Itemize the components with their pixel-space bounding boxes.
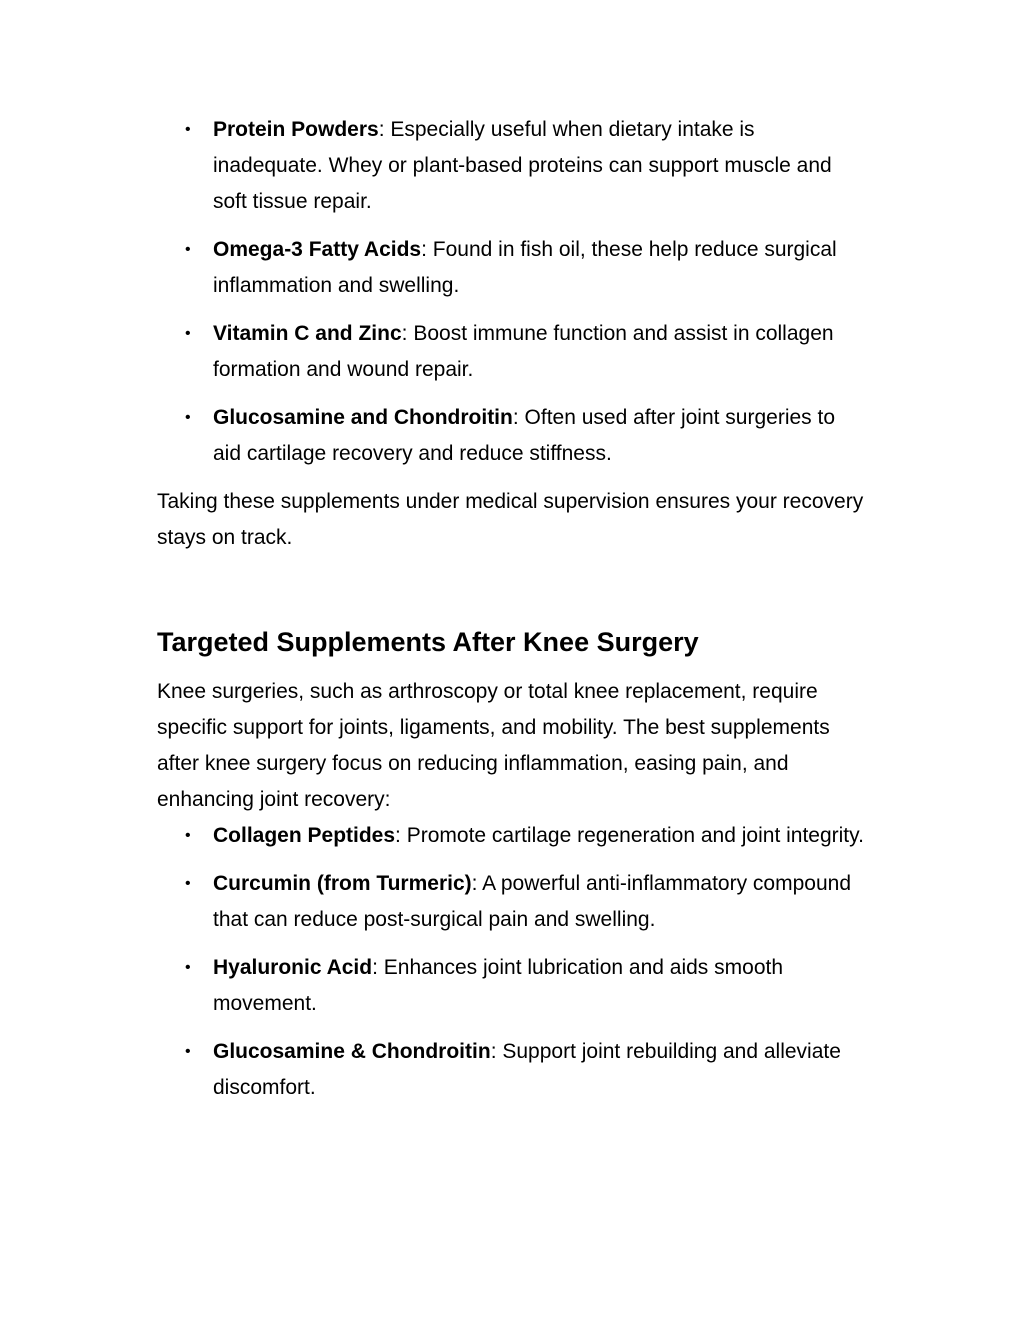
item-description: : Enhances joint lubrication and aids smooth movement. bbox=[213, 956, 784, 1015]
item-term: Hyaluronic Acid bbox=[213, 956, 373, 979]
knee-supplement-list bbox=[157, 818, 867, 1106]
section-heading: Targeted Supplements After Knee Surgery bbox=[157, 627, 699, 657]
bullet-marker: • bbox=[185, 959, 191, 976]
item-description: : Promote cartilage regeneration and joint integrity. bbox=[395, 824, 864, 847]
bullet-marker: • bbox=[185, 875, 191, 892]
item-description: : Boost immune function and assist in collagen formation and wound repair. bbox=[213, 322, 834, 381]
list-item bbox=[157, 950, 867, 1022]
list-item bbox=[157, 232, 867, 304]
item-term: Protein Powders bbox=[213, 118, 379, 141]
item-term: Glucosamine and Chondroitin bbox=[213, 406, 513, 429]
item-term: Vitamin C and Zinc bbox=[213, 322, 402, 345]
item-description: : Support joint rebuilding and alleviate discomfort. bbox=[213, 1040, 841, 1099]
list-item bbox=[157, 866, 867, 938]
bullet-marker: • bbox=[185, 1043, 191, 1060]
item-term: Glucosamine & Chondroitin bbox=[213, 1040, 491, 1063]
bullet-marker: • bbox=[185, 241, 191, 258]
item-description: : Especially useful when dietary intake is inadequate. Whey or plant-based proteins can support muscle and soft tissue repair. bbox=[213, 118, 832, 213]
closing-paragraph: Taking these supplements under medical supervision ensures your recovery stays on track. bbox=[157, 490, 864, 549]
list-item bbox=[157, 1034, 867, 1106]
item-description: : Often used after joint surgeries to aid cartilage recovery and reduce stiffness. bbox=[213, 406, 836, 465]
item-term: Curcumin (from Turmeric) bbox=[213, 872, 472, 895]
list-item bbox=[157, 316, 867, 388]
intro-paragraph: Knee surgeries, such as arthroscopy or total knee replacement, require specific support for joints, ligaments, and mobility. The best supplements after knee surgery focus on reducing inflammation, easing pain, and enhancing joint recovery: bbox=[157, 680, 830, 811]
bullet-marker: • bbox=[185, 409, 191, 426]
bullet-marker: • bbox=[185, 827, 191, 844]
bullet-marker: • bbox=[185, 325, 191, 342]
document-page bbox=[157, 112, 867, 1118]
item-term: Collagen Peptides bbox=[213, 824, 396, 847]
item-term: Omega-3 Fatty Acids bbox=[213, 238, 422, 261]
supplement-list bbox=[157, 112, 867, 472]
list-item bbox=[157, 112, 867, 220]
item-description: : Found in fish oil, these help reduce surgical inflammation and swelling. bbox=[213, 238, 837, 297]
item-description: : A powerful anti-inflammatory compound that can reduce post-surgical pain and swelling. bbox=[213, 872, 851, 931]
list-item bbox=[157, 818, 867, 854]
list-item bbox=[157, 400, 867, 472]
bullet-marker: • bbox=[185, 121, 191, 138]
